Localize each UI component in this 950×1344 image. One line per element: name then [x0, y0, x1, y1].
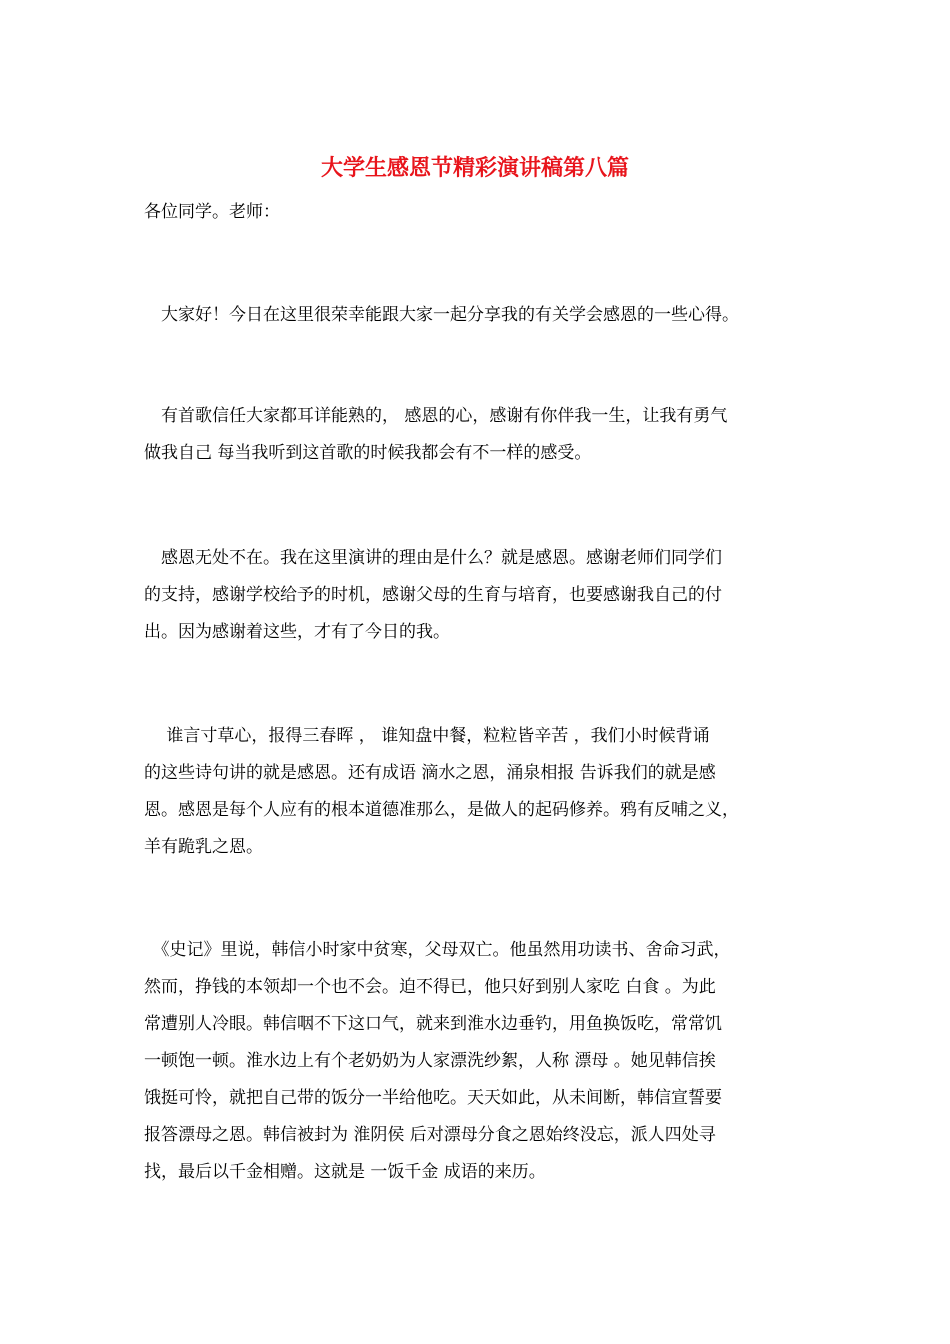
paragraph-line: 大家好！今日在这里很荣幸能跟大家一起分享我的有关学会感恩的一些心得。: [144, 305, 739, 325]
paragraph-line: 的这些诗句讲的就是感恩。还有成语 滴水之恩，涌泉相报 告诉我们的就是感: [144, 763, 716, 783]
paragraph-line: 报答漂母之恩。韩信被封为 淮阴侯 后对漂母分食之恩始终没忘，派人四处寻: [144, 1125, 716, 1145]
paragraph-line: 做我自己 每当我听到这首歌的时候我都会有不一样的感受。: [144, 443, 592, 463]
paragraph-line: 的支持，感谢学校给予的时机，感谢父母的生育与培育，也要感谢我自己的付: [144, 585, 722, 605]
paragraph-line: 羊有跪乳之恩。: [144, 837, 263, 857]
paragraph-5: [144, 932, 810, 1191]
paragraph-line: 谁言寸草心，报得三春晖 ， 谁知盘中餐，粒粒皆辛苦 ，我们小时候背诵: [144, 726, 710, 746]
paragraph-1: [144, 297, 810, 334]
paragraph-line: 一顿饱一顿。淮水边上有个老奶奶为人家漂洗纱絮，人称 漂母 。她见韩信挨: [144, 1051, 716, 1071]
salutation: [144, 194, 810, 231]
paragraph-4: [144, 718, 810, 866]
paragraph-line: 有首歌信任大家都耳详能熟的， 感恩的心，感谢有你伴我一生，让我有勇气: [144, 406, 728, 426]
paragraph-line: 《史记》里说，韩信小时家中贫寒，父母双亡。他虽然用功读书、舍命习武，: [144, 940, 731, 960]
paragraph-line: 恩。感恩是每个人应有的根本道德准那么，是做人的起码修养。鸦有反哺之义，: [144, 800, 739, 820]
paragraph-3: [144, 540, 810, 651]
paragraph-line: 饿挺可怜，就把自己带的饭分一半给他吃。天天如此，从未间断，韩信宣誓要: [144, 1088, 722, 1108]
paragraph-line: 出。因为感谢着这些，才有了今日的我。: [144, 622, 450, 642]
paragraph-2: [144, 398, 810, 472]
paragraph-line: 然而，挣钱的本领却一个也不会。迫不得已，他只好到别人家吃 白食 。为此: [144, 977, 716, 997]
document-title: 大学生感恩节精彩演讲稿第八篇: [320, 155, 629, 181]
paragraph-line: 找，最后以千金相赠。这就是 一饭千金 成语的来历。: [144, 1162, 546, 1182]
salutation-line: 各位同学。老师：: [144, 202, 280, 222]
paragraph-line: 常遭别人冷眼。韩信咽不下这口气，就来到淮水边垂钓，用鱼换饭吃，常常饥: [144, 1014, 722, 1034]
paragraph-line: 感恩无处不在。我在这里演讲的理由是什么？就是感恩。感谢老师们同学们: [144, 548, 722, 568]
